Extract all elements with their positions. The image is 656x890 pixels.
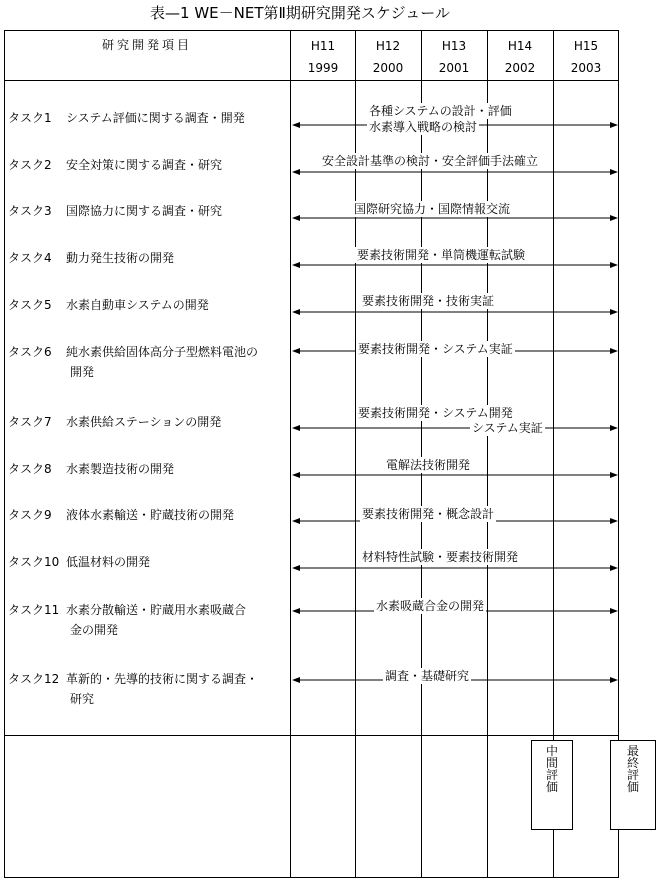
task-number: タスク9 [8, 508, 52, 522]
activity-label: 調査・基礎研究 [385, 669, 470, 683]
task-name: システム評価に関する調査・開発 [66, 111, 245, 125]
task-number: タスク3 [8, 204, 52, 218]
year-label: 2000 [372, 61, 404, 75]
task-row-6 [8, 342, 258, 382]
activity-label: 要素技術開発・単筒機運転試験 [357, 248, 526, 262]
task-name: 液体水素輸送・貯蔵技術の開発 [66, 508, 235, 522]
era-label: H12 [375, 39, 401, 53]
footer-divider [4, 735, 619, 736]
task-row-2 [8, 155, 222, 175]
final-evaluation-box [610, 740, 656, 830]
task-name: 国際協力に関する調査・研究 [66, 204, 223, 218]
era-label: H11 [310, 39, 336, 53]
task-name: 純水素供給固体高分子型燃料電池の [66, 345, 259, 359]
item-column-header: 研究開発項目 [101, 38, 192, 52]
interim-evaluation-label: 中間評価 [545, 744, 558, 794]
task-row-11 [8, 600, 246, 640]
activity-label: 国際研究協力・国際情報交流 [354, 202, 511, 216]
year-header-h14 [487, 35, 553, 79]
activity-label: 要素技術開発・概念設計 [362, 507, 495, 521]
task-name: 革新的・先導的技術に関する調査・ [66, 672, 259, 686]
task-number: タスク10 [8, 555, 60, 569]
task-number: タスク11 [8, 603, 60, 617]
year-label: 2002 [504, 61, 536, 75]
task-name: 水素自動車システムの開発 [66, 298, 209, 312]
activity-label: システム実証 [472, 421, 543, 435]
task-row-3 [8, 201, 222, 221]
task-number: タスク8 [8, 462, 52, 476]
era-label: H14 [507, 39, 533, 53]
task-row-8 [8, 459, 174, 479]
year-header-h13 [421, 35, 487, 79]
table-caption: 表—1 WE－NET第Ⅱ期研究開発スケジュール [150, 4, 450, 22]
task-row-1 [8, 108, 245, 128]
activity-label: 要素技術開発・技術実証 [362, 294, 495, 308]
year-header-h12 [355, 35, 421, 79]
interim-evaluation-box [531, 740, 573, 830]
task-number: タスク7 [8, 415, 52, 429]
header-divider [4, 80, 619, 81]
task-name: 低温材料の開発 [66, 555, 151, 569]
era-label: H15 [573, 39, 599, 53]
activity-label: 要素技術開発・システム開発 [358, 406, 513, 420]
task-row-5 [8, 295, 209, 315]
task-number: タスク4 [8, 251, 52, 265]
year-label: 1999 [307, 61, 339, 75]
task-name-continued: 開発 [70, 365, 95, 379]
task-number: タスク5 [8, 298, 52, 312]
activity-label: 電解法技術開発 [386, 458, 471, 472]
task-row-12 [8, 669, 258, 709]
task-name: 安全対策に関する調査・研究 [66, 158, 223, 172]
year-label: 2003 [570, 61, 602, 75]
activity-label: 水素吸蔵合金の開発 [376, 599, 485, 613]
task-number: タスク6 [8, 345, 52, 359]
task-name: 水素分散輸送・貯蔵用水素吸蔵合 [66, 603, 247, 617]
task-number: タスク12 [8, 672, 60, 686]
activity-label: 材料特性試験・要素技術開発 [362, 550, 519, 564]
col-divider [290, 30, 291, 878]
task-name: 水素製造技術の開発 [66, 462, 175, 476]
year-header-h11 [290, 35, 356, 79]
task-number: タスク2 [8, 158, 52, 172]
era-label: H13 [441, 39, 467, 53]
task-name-continued: 金の開発 [70, 623, 119, 637]
task-number: タスク1 [8, 111, 52, 125]
task-row-7 [8, 412, 221, 432]
task-row-9 [8, 505, 234, 525]
final-evaluation-label: 最終評価 [626, 744, 639, 794]
activity-label: 各種システムの設計・評価 [369, 104, 512, 118]
activity-label: 要素技術開発・システム実証 [358, 342, 513, 356]
task-name-continued: 研究 [70, 692, 95, 706]
task-row-10 [8, 552, 150, 572]
task-name: 水素供給ステーションの開発 [66, 415, 222, 429]
task-row-4 [8, 248, 174, 268]
activity-label: 安全設計基準の検討・安全評価手法確立 [322, 154, 539, 168]
year-label: 2001 [438, 61, 470, 75]
task-name: 動力発生技術の開発 [66, 251, 175, 265]
year-header-h15 [553, 35, 619, 79]
activity-label: 水素導入戦略の検討 [369, 120, 478, 134]
